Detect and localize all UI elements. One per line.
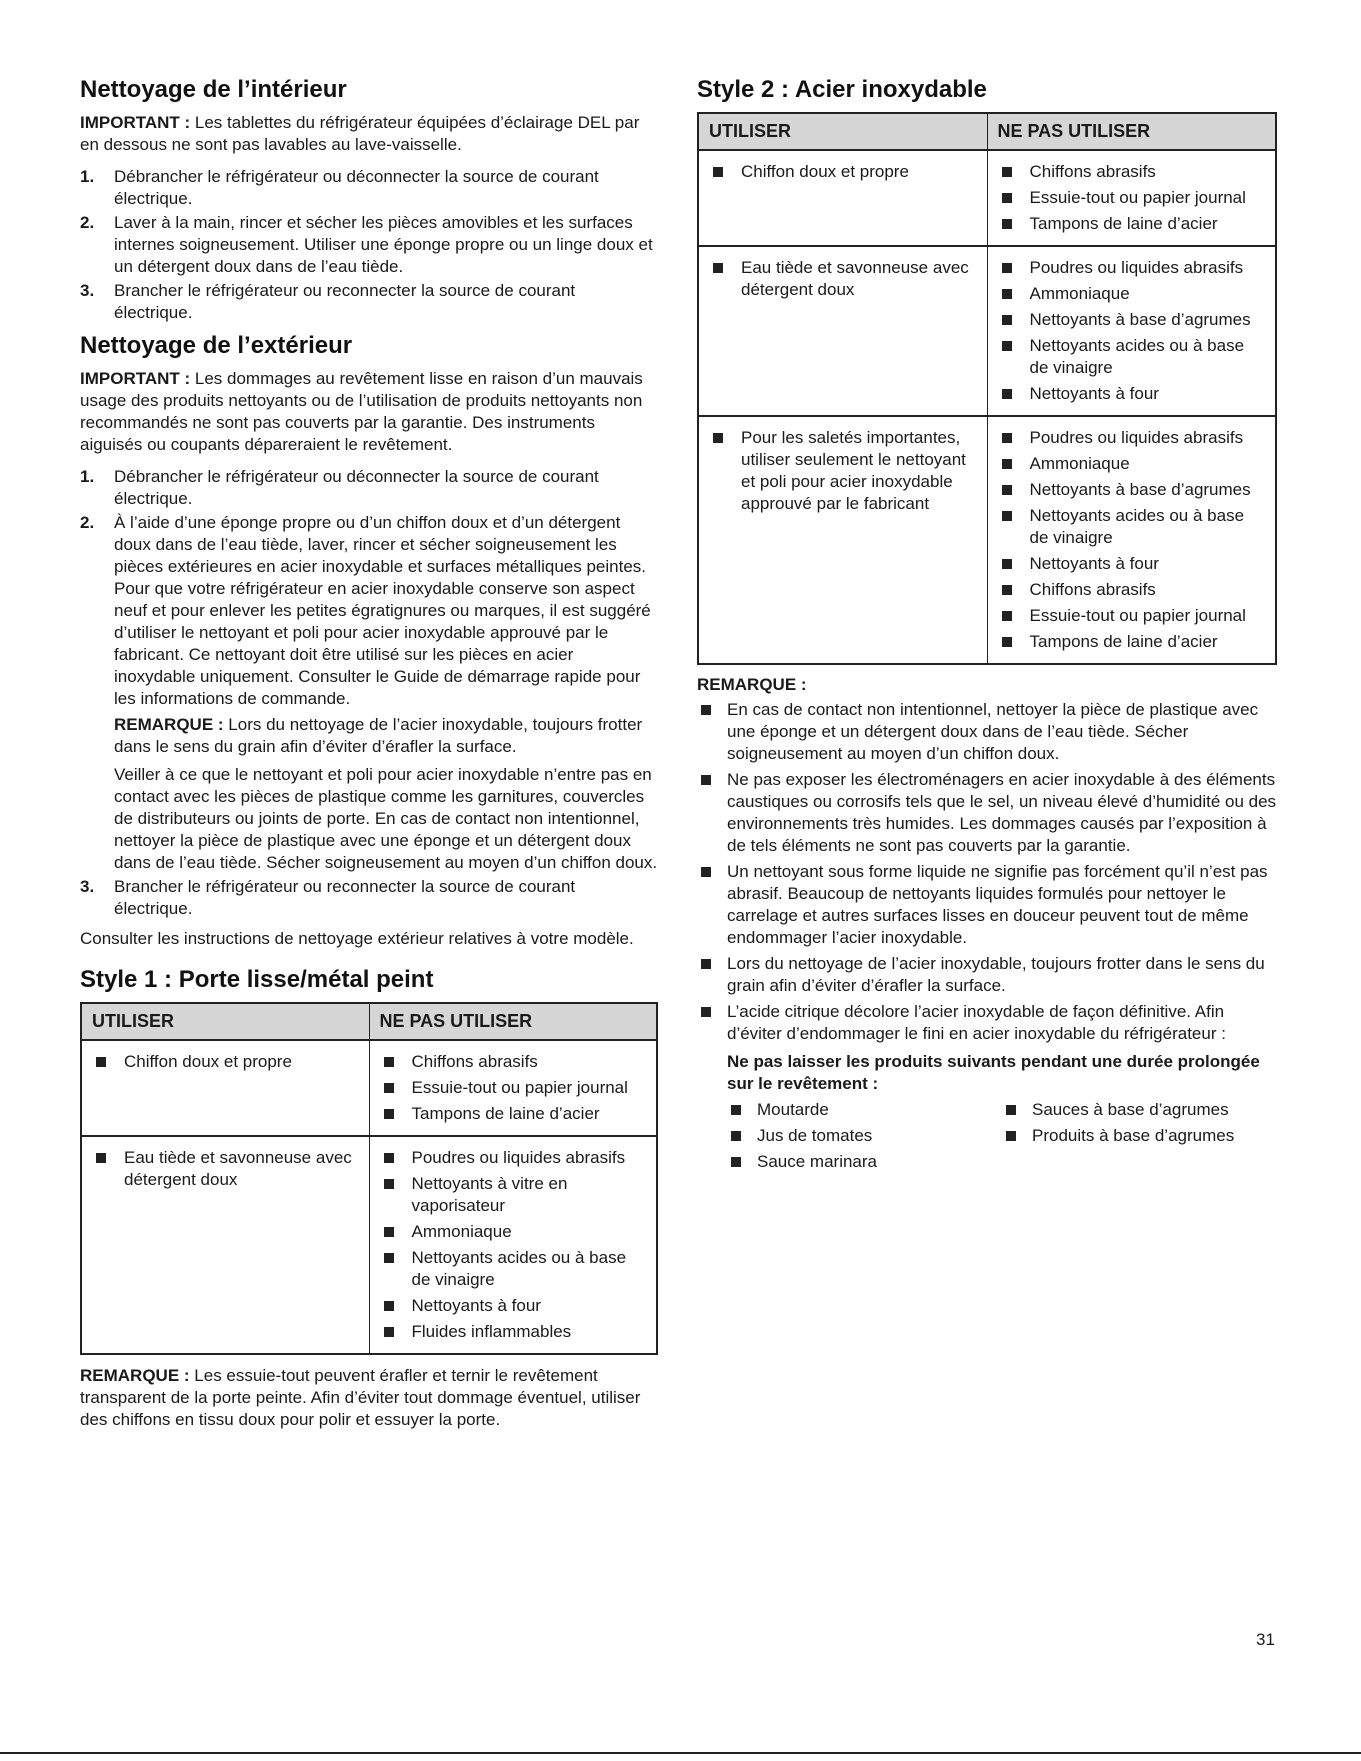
list-item: Fluides inflammables xyxy=(380,1321,649,1343)
step-text: Laver à la main, rincer et sécher les pièces amovibles et les surfaces internes soigneusement. Utiliser une éponge propre ou un linge doux et un détergent doux dans de l’eau tiède. xyxy=(114,213,653,276)
exterior-step xyxy=(80,512,658,874)
step-number: 2. xyxy=(80,513,95,532)
notes-list xyxy=(697,699,1277,1177)
list-item: Eau tiède et savonneuse avec détergent doux xyxy=(92,1147,361,1191)
keep-away-item: Sauce marinara xyxy=(727,1151,1002,1173)
step-text: Débrancher le réfrigérateur ou déconnecter la source de courant électrique. xyxy=(114,467,599,508)
style2-title: Style 2 : Acier inoxydable xyxy=(697,76,987,103)
list-item: Nettoyants à four xyxy=(998,383,1268,405)
list-item: Essuie-tout ou papier journal xyxy=(380,1077,649,1099)
col-header-dont: NE PAS UTILISER xyxy=(369,1003,657,1040)
dont-use-cell xyxy=(369,1040,657,1136)
list-item: Chiffon doux et propre xyxy=(709,161,979,183)
step-text: Brancher le réfrigérateur ou reconnecter la source de courant électrique. xyxy=(114,281,576,322)
note-item xyxy=(697,1001,1277,1177)
bullet-list xyxy=(709,257,979,301)
interior-step xyxy=(80,212,658,278)
important-label: IMPORTANT : xyxy=(80,369,191,388)
bullet-list xyxy=(998,161,1268,235)
style2-table xyxy=(697,112,1277,665)
list-item: Nettoyants à four xyxy=(998,553,1268,575)
bullet-list xyxy=(998,427,1268,653)
bullet-list xyxy=(380,1051,649,1125)
col-header-dont: NE PAS UTILISER xyxy=(987,113,1276,150)
keep-away-lists xyxy=(727,1099,1277,1177)
interior-step xyxy=(80,280,658,324)
style1-note xyxy=(80,1365,658,1431)
exterior-step xyxy=(80,876,658,920)
step-text: Brancher le réfrigérateur ou reconnecter la source de courant électrique. xyxy=(114,877,576,918)
note-text: Lors du nettoyage de l’acier inoxydable, toujours frotter dans le sens du grain afin d’éviter d’érafler la surface. xyxy=(114,715,643,756)
list-item: Ammoniaque xyxy=(380,1221,649,1243)
table-row xyxy=(698,416,1276,664)
interior-important xyxy=(80,112,658,156)
consult-text: Consulter les instructions de nettoyage extérieur relatives à votre modèle. xyxy=(80,929,634,948)
list-item: Tampons de laine d’acier xyxy=(998,631,1268,653)
keep-away-item: Jus de tomates xyxy=(727,1125,1002,1147)
note-item: Un nettoyant sous forme liquide ne signifie pas forcément qu’il n’est pas abrasif. Beaucoup de nettoyants liquides formulés pour nettoyer le carrelage et autres surfaces lisses en douceur peuvent tout de même endommager l’acier inoxydable. xyxy=(697,861,1277,949)
page-number: 31 xyxy=(1256,1630,1275,1649)
style1-title: Style 1 : Porte lisse/métal peint xyxy=(80,966,434,993)
list-item: Poudres ou liquides abrasifs xyxy=(998,427,1268,449)
exterior-title: Nettoyage de l’extérieur xyxy=(80,332,353,359)
note-item: En cas de contact non intentionnel, nettoyer la pièce de plastique avec une éponge et un détergent doux dans de l’eau tiède. Sécher soigneusement au moyen d’un chiffon doux. xyxy=(697,699,1277,765)
list-item: Nettoyants à four xyxy=(380,1295,649,1317)
list-item: Nettoyants acides ou à base de vinaigre xyxy=(380,1247,649,1291)
list-item: Ammoniaque xyxy=(998,453,1268,475)
col-header-use: UTILISER xyxy=(81,1003,369,1040)
step-note xyxy=(114,714,658,758)
exterior-important xyxy=(80,368,658,456)
bullet-list xyxy=(709,427,979,515)
list-item: Nettoyants à base d’agrumes xyxy=(998,479,1268,501)
dont-use-cell xyxy=(369,1136,657,1354)
style1-table-body xyxy=(81,1040,657,1354)
keep-away-item: Produits à base d’agrumes xyxy=(1002,1125,1277,1147)
interior-title: Nettoyage de l’intérieur xyxy=(80,76,347,103)
note-label: REMARQUE : xyxy=(114,715,224,734)
list-item: Essuie-tout ou papier journal xyxy=(998,187,1268,209)
note-item-text: L’acide citrique décolore l’acier inoxydable de façon définitive. Afin d’éviter d’endommager le fini en acier inoxydable du réfrigérateur : xyxy=(727,1002,1226,1043)
interior-steps xyxy=(80,166,658,324)
use-cell xyxy=(698,150,987,246)
list-item: Tampons de laine d’acier xyxy=(380,1103,649,1125)
step-number: 1. xyxy=(80,167,95,186)
step-number: 2. xyxy=(80,213,95,232)
list-item: Nettoyants à base d’agrumes xyxy=(998,309,1268,331)
left-column xyxy=(80,76,658,1431)
list-item: Essuie-tout ou papier journal xyxy=(998,605,1268,627)
dont-use-cell xyxy=(987,416,1276,664)
important-text: Les dommages au revêtement lisse en raison d’un mauvais usage des produits nettoyants ou de l’utilisation de produits nettoyants non recommandés ne sont pas couverts par la garantie. Des instruments aiguisés ou coupants dépareraient le revêtement. xyxy=(80,369,643,454)
bullet-list xyxy=(998,257,1268,405)
table-row xyxy=(81,1136,657,1354)
list-item: Chiffons abrasifs xyxy=(998,579,1268,601)
note-item: Lors du nettoyage de l’acier inoxydable, toujours frotter dans le sens du grain afin d’éviter d’érafler la surface. xyxy=(697,953,1277,997)
keep-away-title: Ne pas laisser les produits suivants pendant une durée prolongée sur le revêtement : xyxy=(727,1052,1260,1093)
note-label: REMARQUE : xyxy=(80,1366,190,1385)
list-item: Nettoyants acides ou à base de vinaigre xyxy=(998,505,1268,549)
note-text: Les essuie-tout peuvent érafler et ternir le revêtement transparent de la porte peinte. Afin d’éviter tout dommage éventuel, utiliser des chiffons en tissu doux pour polir et essuyer la porte. xyxy=(80,1366,641,1429)
bullet-list xyxy=(92,1051,361,1073)
interior-step xyxy=(80,166,658,210)
right-column xyxy=(697,76,1277,1181)
table-row xyxy=(81,1040,657,1136)
list-item: Ammoniaque xyxy=(998,283,1268,305)
keep-away-item: Sauces à base d’agrumes xyxy=(1002,1099,1277,1121)
important-label: IMPORTANT : xyxy=(80,113,191,132)
step-number: 3. xyxy=(80,877,95,896)
keep-away-item: Moutarde xyxy=(727,1099,1002,1121)
exterior-step xyxy=(80,466,658,510)
list-item: Eau tiède et savonneuse avec détergent doux xyxy=(709,257,979,301)
bullet-list xyxy=(709,161,979,183)
list-item: Nettoyants acides ou à base de vinaigre xyxy=(998,335,1268,379)
table-row xyxy=(698,150,1276,246)
list-item: Chiffon doux et propre xyxy=(92,1051,361,1073)
bottom-rule xyxy=(0,1752,1361,1754)
keep-away-list-b xyxy=(1002,1099,1277,1177)
notes-label: REMARQUE : xyxy=(697,675,807,694)
important-text: Les tablettes du réfrigérateur équipées d’éclairage DEL par en dessous ne sont pas lavables au lave-vaisselle. xyxy=(80,113,640,154)
use-cell xyxy=(81,1040,369,1136)
list-item: Pour les saletés importantes, utiliser seulement le nettoyant et poli pour acier inoxydable approuvé par le fabricant xyxy=(709,427,979,515)
keep-away-list-a xyxy=(727,1099,1002,1177)
step-number: 1. xyxy=(80,467,95,486)
list-item: Nettoyants à vitre en vaporisateur xyxy=(380,1173,649,1217)
step-text: À l’aide d’une éponge propre ou d’un chiffon doux et d’un détergent doux dans de l’eau tiède, laver, rincer et sécher soigneusement les pièces extérieures en acier inoxydable et surfaces métalliques peintes. Pour que votre réfrigérateur en acier inoxydable conserve son aspect neuf et pour enlever les petites égratignures ou marques, il est suggéré d’utiliser le nettoyant et poli pour acier inoxydable approuvé par le fabricant. Ce nettoyant doit être utilisé sur les pièces en acier inoxydable uniquement. Consulter le Guide de démarrage rapide pour les informations de commande. xyxy=(114,513,651,708)
list-item: Chiffons abrasifs xyxy=(998,161,1268,183)
list-item: Tampons de laine d’acier xyxy=(998,213,1268,235)
use-cell xyxy=(698,246,987,416)
bullet-list xyxy=(380,1147,649,1343)
dont-use-cell xyxy=(987,150,1276,246)
step-extra: Veiller à ce que le nettoyant et poli pour acier inoxydable n’entre pas en contact avec les pièces de plastique comme les garnitures, couvercles de distributeurs ou joints de porte. En cas de contact non intentionnel, nettoyer la pièce de plastique avec une éponge et un détergent doux dans de l’eau tiède. Sécher soigneusement au moyen d’un chiffon doux. xyxy=(114,765,658,872)
list-item: Chiffons abrasifs xyxy=(380,1051,649,1073)
col-header-use: UTILISER xyxy=(698,113,987,150)
use-cell xyxy=(81,1136,369,1354)
list-item: Poudres ou liquides abrasifs xyxy=(998,257,1268,279)
list-item: Poudres ou liquides abrasifs xyxy=(380,1147,649,1169)
step-text: Débrancher le réfrigérateur ou déconnecter la source de courant électrique. xyxy=(114,167,599,208)
exterior-steps xyxy=(80,466,658,920)
step-number: 3. xyxy=(80,281,95,300)
dont-use-cell xyxy=(987,246,1276,416)
style1-table xyxy=(80,1002,658,1355)
table-row xyxy=(698,246,1276,416)
style2-table-body xyxy=(698,150,1276,664)
note-item: Ne pas exposer les électroménagers en acier inoxydable à des éléments caustiques ou corrosifs tels que le sel, un niveau élevé d’humidité ou des environnements très humides. Les dommages causés par l’exposition à de tels éléments ne sont pas couverts par la garantie. xyxy=(697,769,1277,857)
bullet-list xyxy=(92,1147,361,1191)
use-cell xyxy=(698,416,987,664)
